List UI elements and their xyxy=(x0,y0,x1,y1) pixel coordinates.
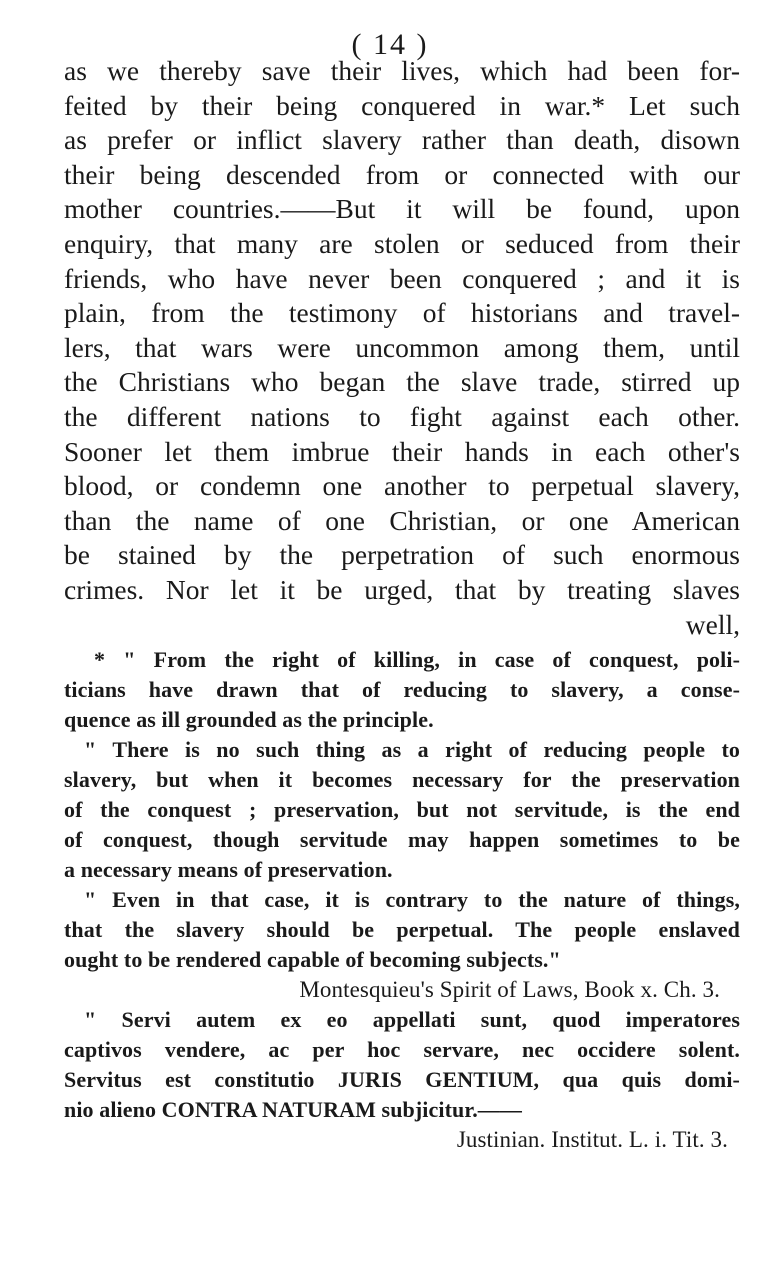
footnote-line: slavery, but when it becomes necessary for the preservation xyxy=(64,767,740,792)
body-line: friends, who have never been conquered ; and it is xyxy=(64,262,740,294)
body-line: as prefer or inflict slavery rather than death, disown xyxy=(64,124,740,156)
footnote-line: ought to be rendered capable of becoming subjects." xyxy=(64,947,561,972)
footnote-line: * " From the right of killing, in case of conquest, poli- xyxy=(94,647,740,672)
body-line: blood, or condemn one another to perpetual slavery, xyxy=(64,470,740,502)
latin-line: nio alieno CONTRA NATURAM subjicitur.—— xyxy=(64,1097,522,1122)
footnote-line: ticians have drawn that of reducing to slavery, a conse- xyxy=(64,677,740,702)
footnote-line: a necessary means of preservation. xyxy=(64,857,393,882)
footnotes xyxy=(64,645,740,1155)
body-line: the Christians who began the slave trade, stirred up xyxy=(64,366,740,398)
body-line: feited by their being conquered in war.* Let such xyxy=(64,89,740,121)
body-text xyxy=(64,54,740,642)
footnote-citation: Montesquieu's Spirit of Laws, Book x. Ch. 3. xyxy=(299,977,720,1002)
body-line: lers, that wars were uncommon among them, until xyxy=(64,331,740,363)
footnote-citation: Justinian. Institut. L. i. Tit. 3. xyxy=(456,1127,728,1152)
body-line: crimes. Nor let it be urged, that by treating slaves xyxy=(64,573,740,605)
footnote-line: " There is no such thing as a right of reducing people to xyxy=(84,737,740,762)
page-number: ( 14 ) xyxy=(351,28,429,61)
body-line: than the name of one Christian, or one American xyxy=(64,504,740,536)
body-line: their being descended from or connected with our xyxy=(64,158,740,190)
catchword: well, xyxy=(685,608,740,640)
latin-line: Servitus est constitutio JURIS GENTIUM, qua quis domi- xyxy=(64,1067,740,1092)
body-line: Sooner let them imbrue their hands in each other's xyxy=(64,435,740,467)
latin-line: captivos vendere, ac per hoc servare, nec occidere solent. xyxy=(64,1037,740,1062)
body-line: enquiry, that many are stolen or seduced from their xyxy=(64,227,740,259)
body-line: be stained by the perpetration of such enormous xyxy=(64,539,740,571)
footnote-line: " Even in that case, it is contrary to the nature of things, xyxy=(84,887,740,912)
body-line: plain, from the testimony of historians and travel- xyxy=(64,297,740,329)
footnote-line: that the slavery should be perpetual. The people enslaved xyxy=(64,917,740,942)
latin-line: " Servi autem ex eo appellati sunt, quod imperatores xyxy=(84,1007,740,1032)
footnote-line: of conquest, though servitude may happen sometimes to be xyxy=(64,827,740,852)
footnote-line: quence as ill grounded as the principle. xyxy=(64,707,434,732)
body-line: mother countries.——But it will be found, upon xyxy=(64,193,740,225)
body-line: as we thereby save their lives, which had been for- xyxy=(64,55,740,86)
body-line: the different nations to fight against each other. xyxy=(64,400,740,432)
footnote-line: of the conquest ; preservation, but not servitude, is the end xyxy=(64,797,740,822)
